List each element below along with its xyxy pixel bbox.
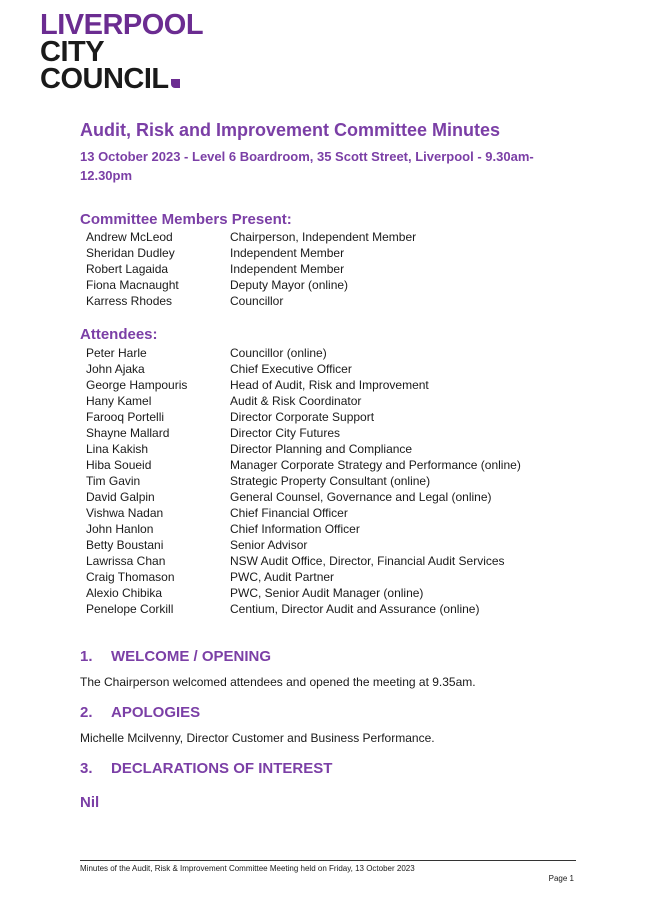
person-role: Councillor (online)	[230, 346, 327, 360]
person-name: Sheridan Dudley	[86, 246, 175, 260]
person-name: Lina Kakish	[86, 442, 149, 456]
attendee-row	[86, 457, 521, 473]
member-row	[86, 245, 416, 261]
attendee-row	[86, 553, 521, 569]
section-text-welcome: The Chairperson welcomed attendees and opened the meeting at 9.35am.	[80, 675, 476, 689]
logo-mark-icon	[171, 79, 180, 88]
person-role: Deputy Mayor (online)	[230, 278, 349, 292]
person-name: Shayne Mallard	[86, 426, 170, 440]
logo-line-council-row	[40, 63, 203, 95]
section-title: DECLARATIONS OF INTEREST	[111, 760, 333, 777]
person-role: Centium, Director Audit and Assurance (online)	[230, 602, 480, 616]
person-name: David Galpin	[86, 490, 155, 504]
attendees-list	[86, 345, 521, 617]
logo-line-city: CITY	[40, 36, 105, 68]
person-role: Chief Executive Officer	[230, 362, 352, 376]
person-role: Head of Audit, Risk and Improvement	[230, 378, 429, 392]
section-title: APOLOGIES	[111, 704, 201, 721]
attendee-row	[86, 505, 521, 521]
attendee-row	[86, 361, 521, 377]
attendees-heading: Attendees:	[80, 326, 158, 343]
person-name: Penelope Corkill	[86, 602, 174, 616]
logo-line-council: COUNCIL	[40, 63, 169, 95]
member-row	[86, 277, 416, 293]
section-text-declarations: Nil	[80, 794, 100, 811]
person-role: Strategic Property Consultant (online)	[230, 474, 431, 488]
footer-divider	[80, 860, 576, 861]
person-name: Craig Thomason	[86, 570, 175, 584]
person-role: General Counsel, Governance and Legal (online)	[230, 490, 492, 504]
section-title: WELCOME / OPENING	[111, 648, 272, 665]
attendee-row	[86, 425, 521, 441]
person-name: Farooq Portelli	[86, 410, 165, 424]
person-role: PWC, Audit Partner	[230, 570, 335, 584]
attendee-row	[86, 521, 521, 537]
person-name: Karress Rhodes	[86, 294, 173, 308]
member-row	[86, 229, 416, 245]
person-role: Councillor	[230, 294, 284, 308]
document-title: Audit, Risk and Improvement Committee Minutes	[80, 120, 501, 140]
attendee-row	[86, 537, 521, 553]
person-name: Betty Boustani	[86, 538, 164, 552]
section-heading-declarations	[80, 760, 332, 777]
person-name: Robert Lagaida	[86, 262, 169, 276]
person-name: Andrew McLeod	[86, 230, 173, 244]
member-row	[86, 293, 416, 309]
person-role: NSW Audit Office, Director, Financial Audit Services	[230, 554, 505, 568]
person-name: Tim Gavin	[86, 474, 141, 488]
attendee-row	[86, 409, 521, 425]
person-name: Vishwa Nadan	[86, 506, 164, 520]
person-name: Lawrissa Chan	[86, 554, 166, 568]
attendee-row	[86, 377, 521, 393]
person-role: PWC, Senior Audit Manager (online)	[230, 586, 424, 600]
person-name: Hiba Soueid	[86, 458, 152, 472]
person-name: Peter Harle	[86, 346, 147, 360]
attendee-row	[86, 345, 521, 361]
page-number: Page 1	[548, 874, 574, 883]
meeting-details: 13 October 2023 - Level 6 Boardroom, 35 Scott Street, Liverpool - 9.30am-12.30pm	[80, 149, 534, 183]
person-role: Audit & Risk Coordinator	[230, 394, 362, 408]
section-heading-apologies	[80, 704, 200, 721]
person-role: Director Corporate Support	[230, 410, 375, 424]
person-role: Manager Corporate Strategy and Performance (online)	[230, 458, 521, 472]
members-heading: Committee Members Present:	[80, 211, 292, 228]
person-name: Hany Kamel	[86, 394, 152, 408]
person-role: Chairperson, Independent Member	[230, 230, 417, 244]
attendee-row	[86, 585, 521, 601]
members-list	[86, 229, 416, 309]
person-role: Independent Member	[230, 262, 345, 276]
person-role: Independent Member	[230, 246, 345, 260]
attendee-row	[86, 473, 521, 489]
section-text-apologies: Michelle Mcilvenny, Director Customer and Business Performance.	[80, 731, 435, 745]
footer-text: Minutes of the Audit, Risk & Improvement Committee Meeting held on Friday, 13 October 2023	[80, 864, 415, 873]
person-role: Director Planning and Compliance	[230, 442, 413, 456]
person-role: Senior Advisor	[230, 538, 308, 552]
attendee-row	[86, 393, 521, 409]
attendee-row	[86, 569, 521, 585]
attendee-row	[86, 601, 521, 617]
person-name: John Ajaka	[86, 362, 145, 376]
person-name: John Hanlon	[86, 522, 154, 536]
section-number: 3.	[80, 760, 93, 777]
person-role: Chief Financial Officer	[230, 506, 348, 520]
council-logo	[40, 9, 204, 95]
person-name: Fiona Macnaught	[86, 278, 179, 292]
person-name: Alexio Chibika	[86, 586, 163, 600]
section-number: 2.	[80, 704, 93, 721]
person-role: Director City Futures	[230, 426, 341, 440]
person-name: George Hampouris	[86, 378, 188, 392]
attendee-row	[86, 441, 521, 457]
member-row	[86, 261, 416, 277]
attendee-row	[86, 489, 521, 505]
person-role: Chief Information Officer	[230, 522, 360, 536]
logo-line-liverpool: LIVERPOOL	[40, 9, 204, 41]
section-number: 1.	[80, 648, 93, 665]
section-heading-welcome	[80, 648, 271, 665]
